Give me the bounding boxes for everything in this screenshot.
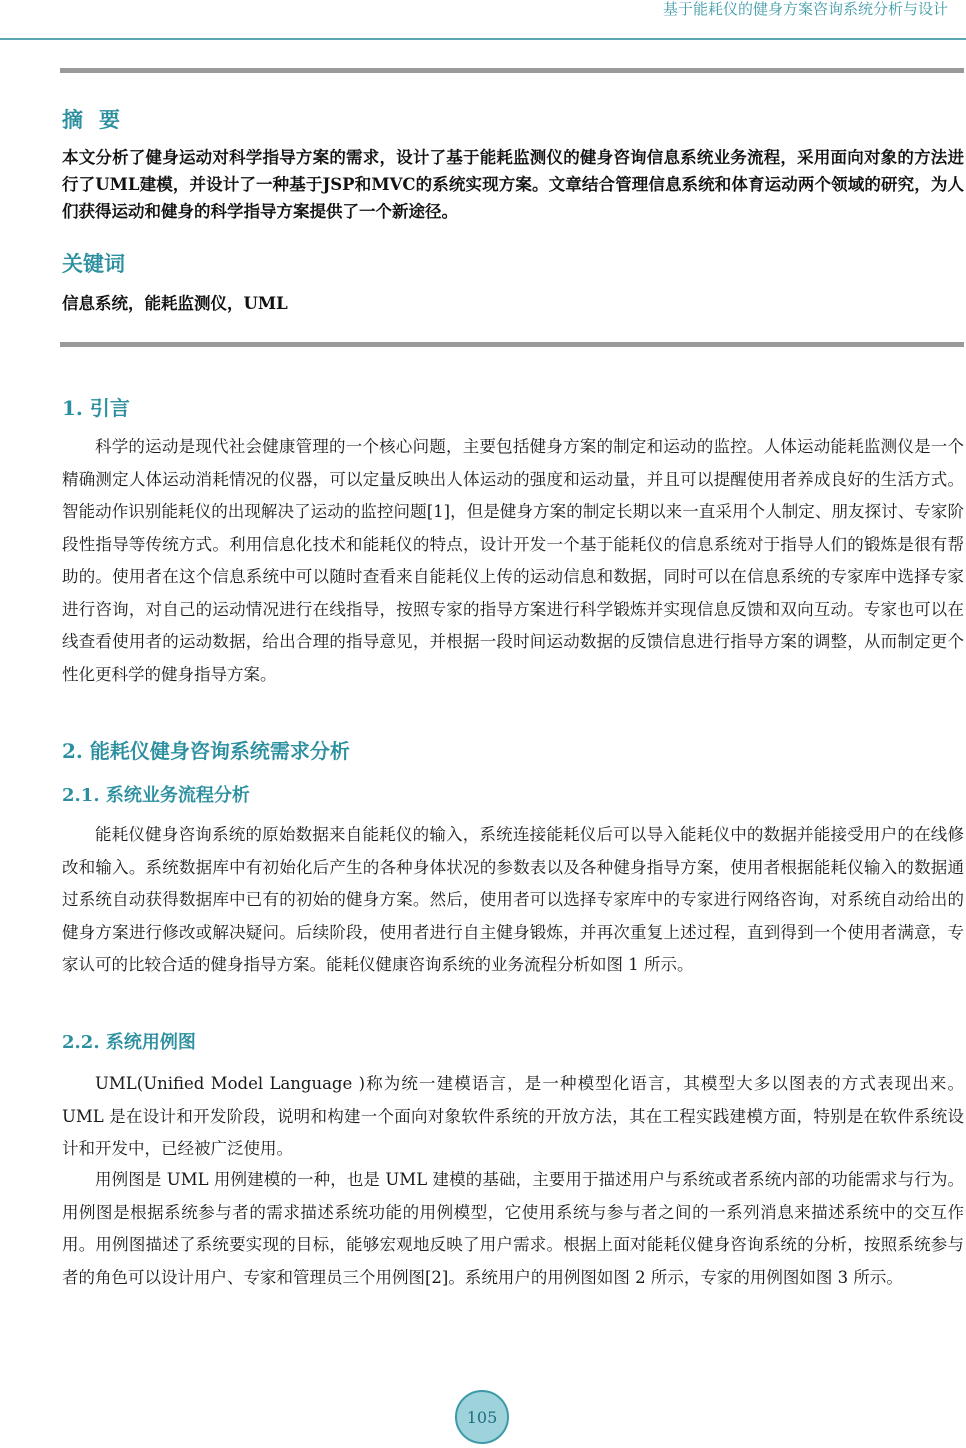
section-2-1-heading: 2.1. 系统业务流程分析: [62, 785, 250, 806]
section-2-2-paragraph-1: UML(Unified Model Language )称为统一建模语言，是一种模型化语言，其模型大多以图表的方式表现出来。UML 是在设计和开发阶段，说明和构建一个面向对象软件系统的开放方法，其在工程实践建模方面，特别是在软件系统设计和开发中，已经被广泛使用。: [62, 1074, 964, 1158]
header-rule: [0, 38, 966, 40]
section-2-heading: 2. 能耗仪健身咨询系统需求分析: [62, 739, 350, 763]
page-number: 105: [466, 1407, 498, 1427]
keywords-title: 关键词: [62, 251, 125, 276]
section-2-2-paragraph-2: 用例图是 UML 用例建模的一种，也是 UML 建模的基础，主要用于描述用户与系统或者系统内部的功能需求与行为。用例图是根据系统参与者的需求描述系统功能的用例模型，它使用系统与参与者之间的一系列消息来描述系统中的交互作用。用例图描述了系统要实现的目标，能够宏观地反映了用户需求。根据上面对能耗仪健身咨询系统的分析，按照系统参与者的角色可以设计用户、专家和管理员三个用例图[2]。系统用户的用例图如图 2 所示，专家的用例图如图 3 所示。: [62, 1170, 964, 1287]
page-number-badge: [455, 1390, 509, 1444]
section-2-2-heading: 2.2. 系统用例图: [62, 1032, 196, 1053]
abstract-top-rule: [60, 68, 964, 73]
abstract-body: 本文分析了健身运动对科学指导方案的需求，设计了基于能耗监测仪的健身咨询信息系统业务流程，采用面向对象的方法进行了UML建模，并设计了一种基于JSP和MVC的系统实现方案。文章结合管理信息系统和体育运动两个领域的研究，为人们获得运动和健身的科学指导方案提供了一个新途径。: [62, 148, 964, 221]
abstract-bottom-rule: [60, 342, 964, 347]
running-head-title: 基于能耗仪的健身方案咨询系统分析与设计: [662, 0, 948, 18]
keywords-body: 信息系统，能耗监测仪，UML: [62, 294, 288, 313]
abstract-title: 摘要: [62, 107, 136, 132]
section-1-heading: 1. 引言: [62, 396, 130, 420]
section-2-1-paragraph: 能耗仪健身咨询系统的原始数据来自能耗仪的输入，系统连接能耗仪后可以导入能耗仪中的数据并能接受用户的在线修改和输入。系统数据库中有初始化后产生的各种身体状况的参数表以及各种健身指导方案，使用者根据能耗仪输入的数据通过系统自动获得数据库中已有的初始的健身方案。然后，使用者可以选择专家库中的专家进行网络咨询，对系统自动给出的健身方案进行修改或解决疑问。后续阶段，使用者进行自主健身锻炼，并再次重复上述过程，直到得到一个使用者满意，专家认可的比较合适的健身指导方案。能耗仪健康咨询系统的业务流程分析如图 1 所示。: [62, 825, 964, 974]
section-1-paragraph: 科学的运动是现代社会健康管理的一个核心问题，主要包括健身方案的制定和运动的监控。人体运动能耗监测仪是一个精确测定人体运动消耗情况的仪器，可以定量反映出人体运动的强度和运动量，并且可以提醒使用者养成良好的生活方式。智能动作识别能耗仪的出现解决了运动的监控问题[1]，但是健身方案的制定长期以来一直采用个人制定、朋友探讨、专家阶段性指导等传统方式。利用信息化技术和能耗仪的特点，设计开发一个基于能耗仪的信息系统对于指导人们的锻炼是很有帮助的。使用者在这个信息系统中可以随时查看来自能耗仪上传的运动信息和数据，同时可以在信息系统的专家库中选择专家进行咨询，对自己的运动情况进行在线指导，按照专家的指导方案进行科学锻炼并实现信息反馈和双向互动。专家也可以在线查看使用者的运动数据，给出合理的指导意见，并根据一段时间运动数据的反馈信息进行指导方案的调整，从而制定更个性化更科学的健身指导方案。: [62, 437, 964, 684]
